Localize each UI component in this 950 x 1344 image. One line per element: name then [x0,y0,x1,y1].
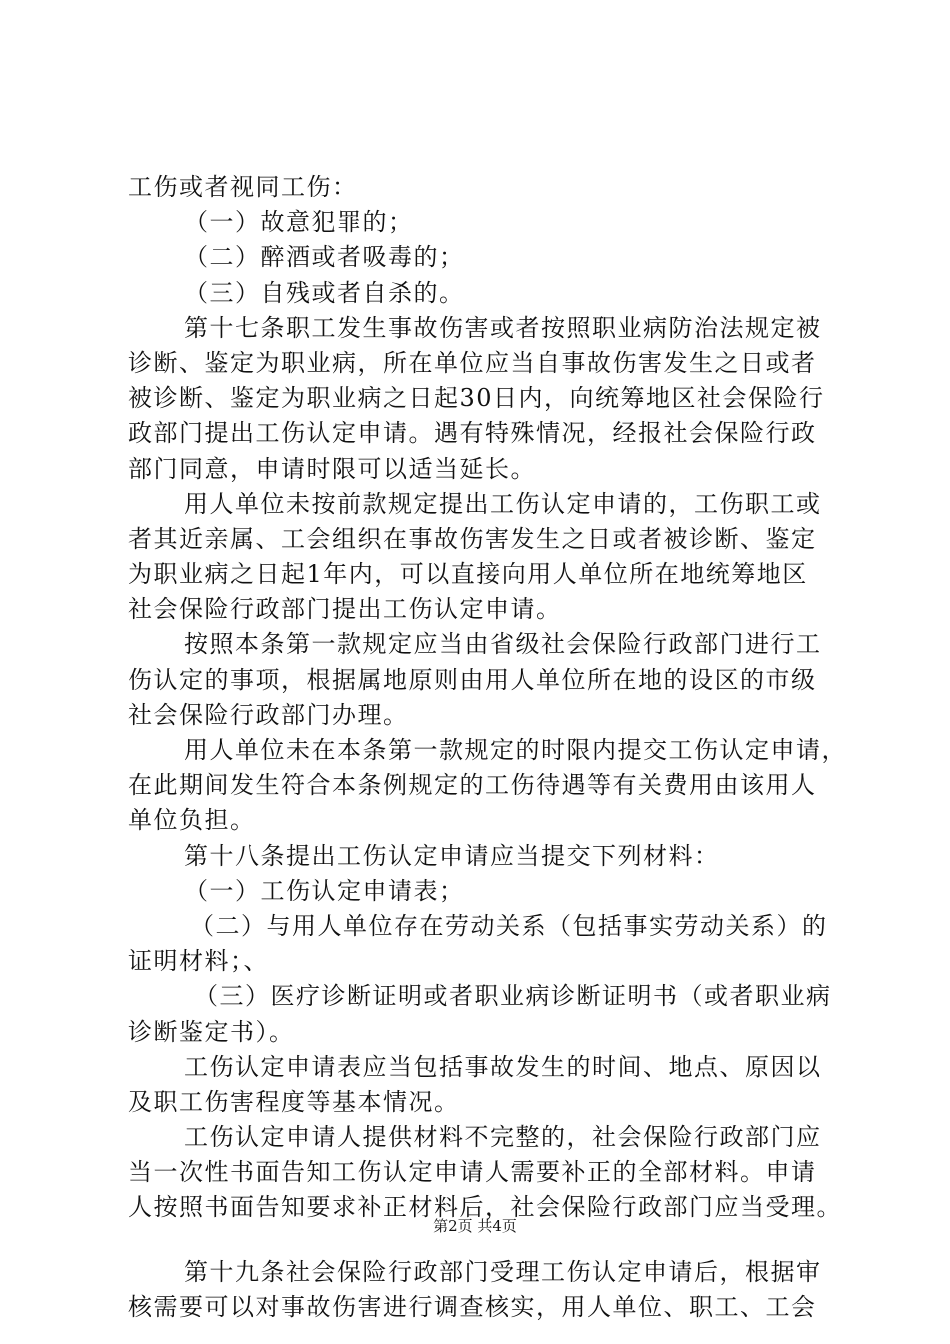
text-line: 第十七条职工发生事故伤害或者按照职业病防治法规定被 [184,313,822,342]
text-line: （一）故意犯罪的； [184,208,414,237]
page-number-footer: 第2页 共4页 [433,1217,517,1235]
text-line: 社会保险行政部门办理。 [128,700,409,729]
text-line: （三）自残或者自杀的。 [184,278,465,307]
text-line: 按照本条第一款规定应当由省级社会保险行政部门进行工 [184,630,822,659]
text-line: 为职业病之日起1年内，可以直接向用人单位所在地统筹地区 [128,560,808,589]
text-line: （一）工伤认定申请表； [184,876,465,905]
text-line: 社会保险行政部门提出工伤认定申请。 [128,595,562,624]
text-line: 及职工伤害程度等基本情况。 [128,1087,460,1116]
text-line: 政部门提出工伤认定申请。遇有特殊情况，经报社会保险行政 [128,419,817,448]
text-line: 证明材料；、 [128,947,269,976]
text-line: 当一次性书面告知工伤认定申请人需要补正的全部材料。申请 [128,1158,817,1187]
text-line: 者其近亲属、工会组织在事故伤害发生之日或者被诊断、鉴定 [128,524,817,553]
text-line: 工伤认定申请表应当包括事故发生的时间、地点、原因以 [184,1052,822,1081]
text-line: 被诊断、鉴定为职业病之日起30日内，向统筹地区社会保险行 [128,384,825,413]
text-line: 核需要可以对事故伤害进行调查核实，用人单位、职工、工会 [128,1292,817,1321]
text-line: （三）医疗诊断证明或者职业病诊断证明书（或者职业病 [194,982,832,1011]
text-line: （二）醉酒或者吸毒的； [184,243,465,272]
text-line: 伤认定的事项，根据属地原则由用人单位所在地的设区的市级 [128,665,817,694]
document-body [128,170,847,1325]
text-line: 第十八条提出工伤认定申请应当提交下列材料： [184,841,720,870]
text-line: 单位负担。 [128,806,256,835]
text-line: 用人单位未按前款规定提出工伤认定申请的，工伤职工或 [184,489,822,518]
text-line: 在此期间发生符合本条例规定的工伤待遇等有关费用由该用人 [128,771,817,800]
text-line: 第十九条社会保险行政部门受理工伤认定申请后，根据审 [184,1257,822,1286]
text-line: 用人单位未在本条第一款规定的时限内提交工伤认定申请， [184,736,847,764]
text-line: 诊断、鉴定为职业病，所在单位应当自事故伤害发生之日或者 [128,348,817,377]
text-line: 工伤认定申请人提供材料不完整的，社会保险行政部门应 [184,1123,822,1152]
text-line: （二）与用人单位存在劳动关系（包括事实劳动关系）的 [190,911,828,940]
text-line: 工伤或者视同工伤： [128,173,358,201]
text-line: 部门同意，申请时限可以适当延长。 [128,454,536,483]
text-line: 人按照书面告知要求补正材料后，社会保险行政部门应当受理。 [128,1193,842,1222]
text-line: 诊断鉴定书）。 [128,1017,295,1046]
